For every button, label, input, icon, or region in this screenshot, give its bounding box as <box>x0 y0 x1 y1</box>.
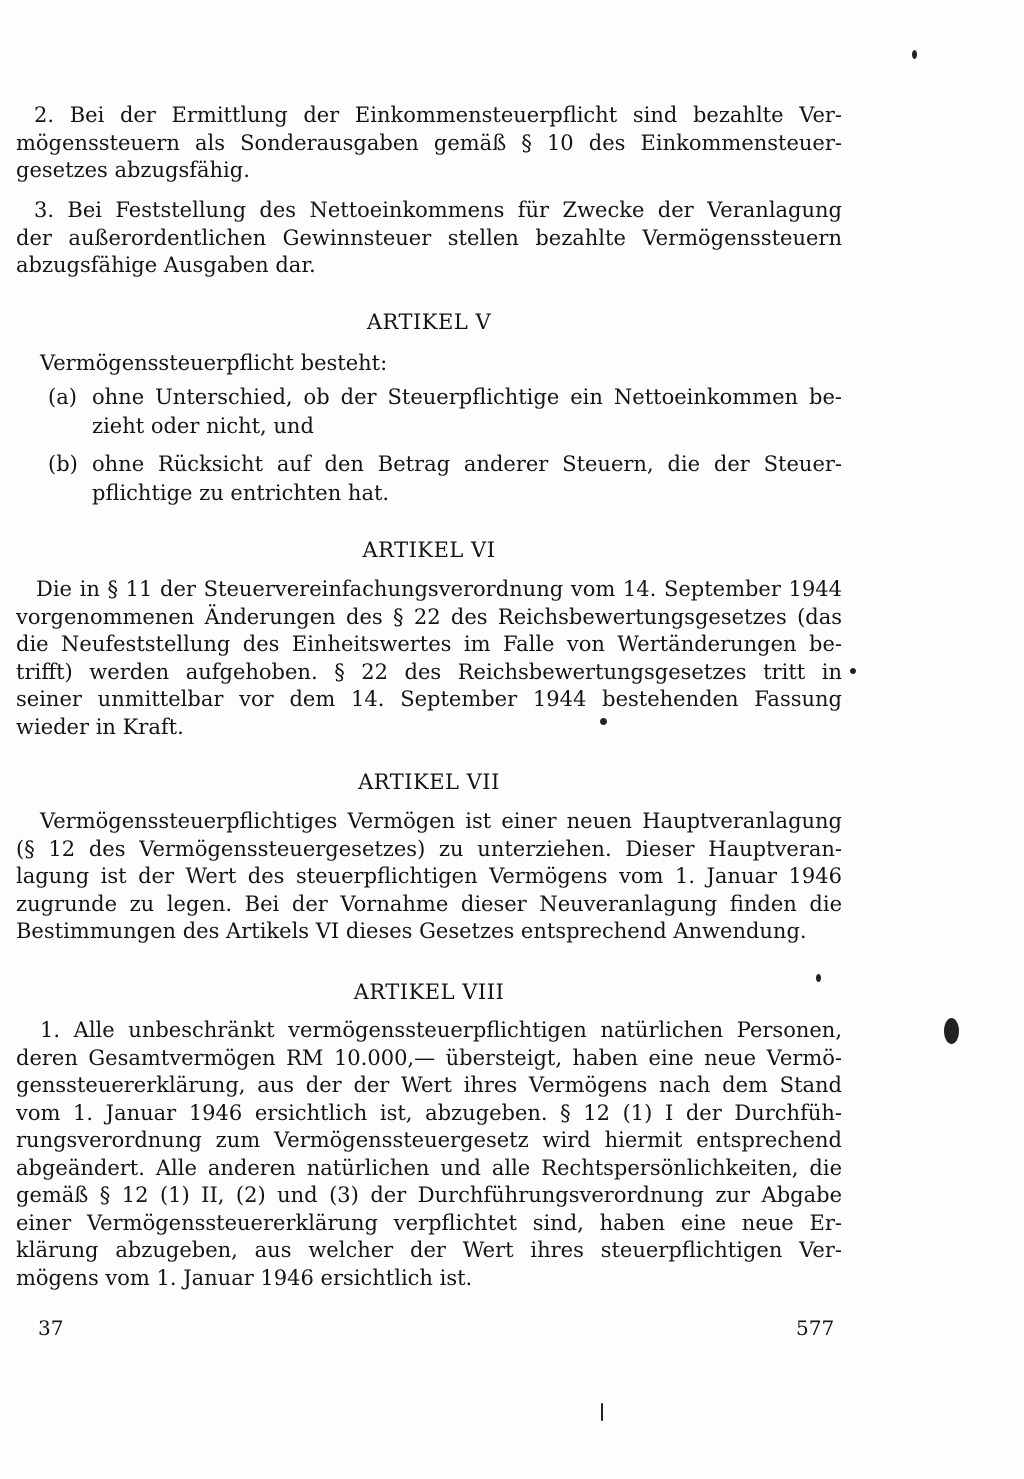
list-item-b <box>16 450 842 508</box>
scan-speck <box>816 974 821 982</box>
signature-mark: 37 <box>38 1316 64 1340</box>
text-line: 3. Bei Feststellung des Nettoeinkommens für Zwecke der Veranlagung <box>34 198 842 222</box>
list-item-a <box>16 383 842 441</box>
scan-speck <box>944 1018 959 1044</box>
text-line: Die in § 11 der Steuervereinfachungsverordnung vom 14. September 1944 <box>36 577 842 601</box>
artikel-vi-body <box>16 576 842 741</box>
list-item-body <box>92 383 842 441</box>
text-line: 1. Alle unbeschränkt vermögenssteuerpflichtigen natürlichen Personen, <box>40 1018 842 1042</box>
text-line: lagung ist der Wert des steuerpflichtigen Vermögens vom 1. Januar 1946 <box>16 864 842 888</box>
text-line: abgeändert. Alle anderen natürlichen und alle Rechtspersönlichkeiten, die <box>16 1155 842 1180</box>
list-marker: (a) <box>48 385 77 409</box>
text-line: trifft) werden aufgehoben. § 22 des Reichsbewertungsgesetzes tritt in <box>16 659 842 684</box>
text-line: wieder in Kraft. <box>16 714 184 739</box>
text-line: (§ 12 des Vermögenssteuergesetzes) zu unterziehen. Dieser Hauptveran- <box>16 836 842 861</box>
artikel-v-intro <box>16 350 842 378</box>
text-line: abzugsfähige Ausgaben dar. <box>16 253 316 277</box>
text-line: deren Gesamtvermögen RM 10.000,— übersteigt, haben eine neue Vermö- <box>16 1045 842 1070</box>
text-line: pflichtige zu entrichten hat. <box>92 481 390 505</box>
text-line: ohne Rücksicht auf den Betrag anderer Steuern, die der Steuer- <box>92 452 842 476</box>
text-line: zugrunde zu legen. Bei der Vornahme dieser Neuveranlagung finden die <box>16 891 842 916</box>
heading-artikel-vi: ARTIKEL VI <box>362 538 496 562</box>
text-line: 2. Bei der Ermittlung der Einkommensteuerpflicht sind bezahlte Ver- <box>34 103 842 127</box>
scan-speck <box>850 668 856 674</box>
heading-artikel-v: ARTIKEL V <box>366 310 492 334</box>
heading-artikel-viii: ARTIKEL VIII <box>353 980 505 1004</box>
text-line: gesetzes abzugsfähig. <box>16 158 250 182</box>
text-line: rungsverordnung zum Vermögenssteuergesetz wird hiermit entsprechend <box>16 1128 842 1152</box>
text-line: vorgenommenen Änderungen des § 22 des Reichsbewertungsgesetzes (das <box>16 604 842 629</box>
text-line: Vermögenssteuerpflichtiges Vermögen ist einer neuen Hauptveranlagung <box>40 809 842 833</box>
text-line: mögenssteuern als Sonderausgaben gemäß § 10 des Einkommensteuer- <box>16 130 842 155</box>
text-line: Bestimmungen des Artikels VI dieses Gesetzes entsprechend Anwendung. <box>16 919 807 943</box>
heading-artikel-vii: ARTIKEL VII <box>358 770 500 794</box>
text-line: genssteuererklärung, aus der der Wert ihres Vermögens nach dem Stand <box>16 1073 842 1097</box>
scan-speck <box>601 1403 603 1421</box>
list-item-body <box>92 450 842 508</box>
text-line: zieht oder nicht, und <box>92 414 314 438</box>
paragraph-3 <box>16 197 842 280</box>
scan-speck <box>600 718 607 725</box>
text-line: die Neufeststellung des Einheitswertes im Falle von Wertänderungen be- <box>16 632 842 656</box>
text-line: seiner unmittelbar vor dem 14. September 1944 bestehenden Fassung <box>16 687 842 711</box>
page-number: 577 <box>796 1316 835 1340</box>
text-line: der außerordentlichen Gewinnsteuer stellen bezahlte Vermögenssteuern <box>16 225 842 250</box>
artikel-vii-body <box>16 808 842 946</box>
scan-speck <box>912 50 917 59</box>
text-line: gemäß § 12 (1) II, (2) und (3) der Durchführungsverordnung zur Abgabe <box>16 1183 842 1207</box>
text-line: ohne Unterschied, ob der Steuerpflichtige ein Nettoeinkommen be- <box>92 385 842 409</box>
list-marker: (b) <box>48 452 78 476</box>
text-line: Vermögenssteuerpflicht besteht: <box>40 351 388 375</box>
paragraph-2 <box>16 102 842 185</box>
text-line: einer Vermögenssteuererklärung verpflichtet sind, haben eine neue Er- <box>16 1210 842 1235</box>
artikel-viii-body <box>16 1017 842 1292</box>
text-line: mögens vom 1. Januar 1946 ersichtlich ist. <box>16 1265 473 1290</box>
text-line: klärung abzugeben, aus welcher der Wert ihres steuerpflichtigen Ver- <box>16 1238 842 1262</box>
text-line: vom 1. Januar 1946 ersichtlich ist, abzugeben. § 12 (1) I der Durchfüh- <box>16 1100 842 1125</box>
